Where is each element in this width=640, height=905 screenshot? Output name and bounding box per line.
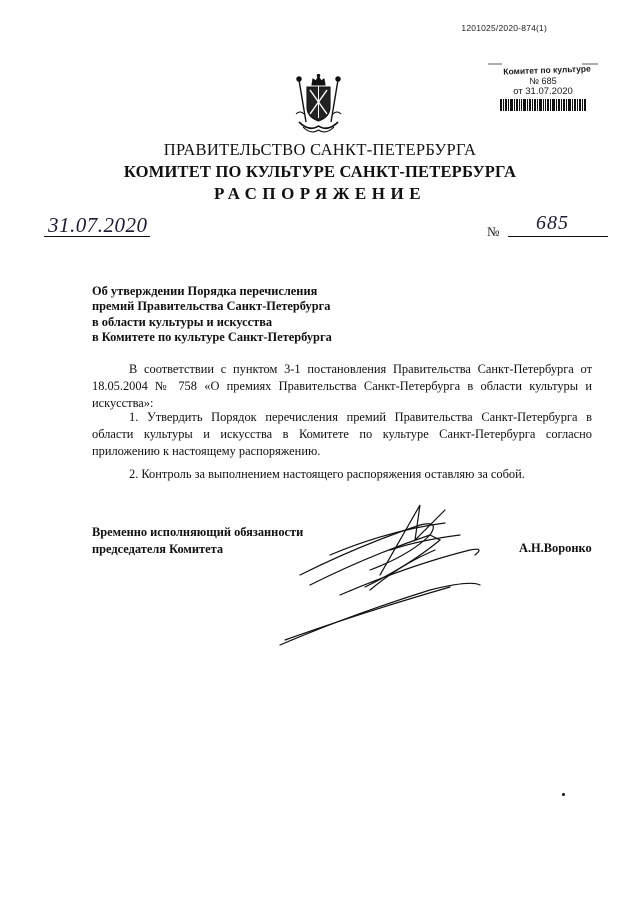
st-petersburg-coat-of-arms-icon	[291, 74, 346, 136]
stamp-number: № 685	[529, 76, 557, 86]
document-subject	[92, 284, 452, 345]
government-title: ПРАВИТЕЛЬСТВО САНКТ-ПЕТЕРБУРГА	[163, 140, 477, 159]
barcode-icon	[500, 99, 586, 111]
number-label: №	[487, 224, 500, 239]
clause-1-paragraph: 1. Утвердить Порядок перечисления премий Правительства Санкт-Петербурга в области культуры и искусства в Комитете по культуре Санкт-Петербурга согласно приложению к настоящему распоряжению.	[92, 410, 592, 458]
date-underline	[44, 236, 150, 237]
committee-title: КОМИТЕТ ПО КУЛЬТУРЕ САНКТ-ПЕТЕРБУРГА	[123, 162, 517, 181]
signer-name: А.Н.Воронко	[519, 541, 592, 555]
subject-line: в области культуры и искусства	[92, 314, 273, 329]
stray-mark	[562, 793, 565, 796]
signer-position-line: председателя Комитета	[92, 541, 224, 556]
handwritten-number: 685	[536, 212, 569, 234]
number-underline	[508, 236, 608, 237]
clause-2-paragraph: 2. Контроль за выполнением настоящего распоряжения оставляю за собой.	[129, 467, 525, 481]
preamble-paragraph: В соответствии с пунктом 3-1 постановления Правительства Санкт-Петербурга от 18.05.2004 № 758 «О премиях Правительства Санкт-Петербурга в области культуры и искусства»:	[92, 362, 592, 410]
registration-stamp	[488, 65, 598, 125]
subject-line: Об утверждении Порядка перечисления	[92, 284, 318, 298]
signer-position-line: Временно исполняющий обязанности	[92, 525, 304, 539]
document-reference-number: 1201025/2020-874(1)	[461, 23, 547, 33]
handwritten-signature	[270, 495, 500, 655]
subject-line: премий Правительства Санкт-Петербурга	[92, 299, 331, 314]
document-type-title: РАСПОРЯЖЕНИЕ	[213, 184, 427, 203]
subject-line: в Комитете по культуре Санкт-Петербурга	[92, 329, 332, 344]
stamp-date: от 31.07.2020	[513, 86, 573, 97]
stamp-organization: Комитет по культуре	[503, 63, 591, 77]
handwritten-date: 31.07.2020	[48, 213, 148, 237]
